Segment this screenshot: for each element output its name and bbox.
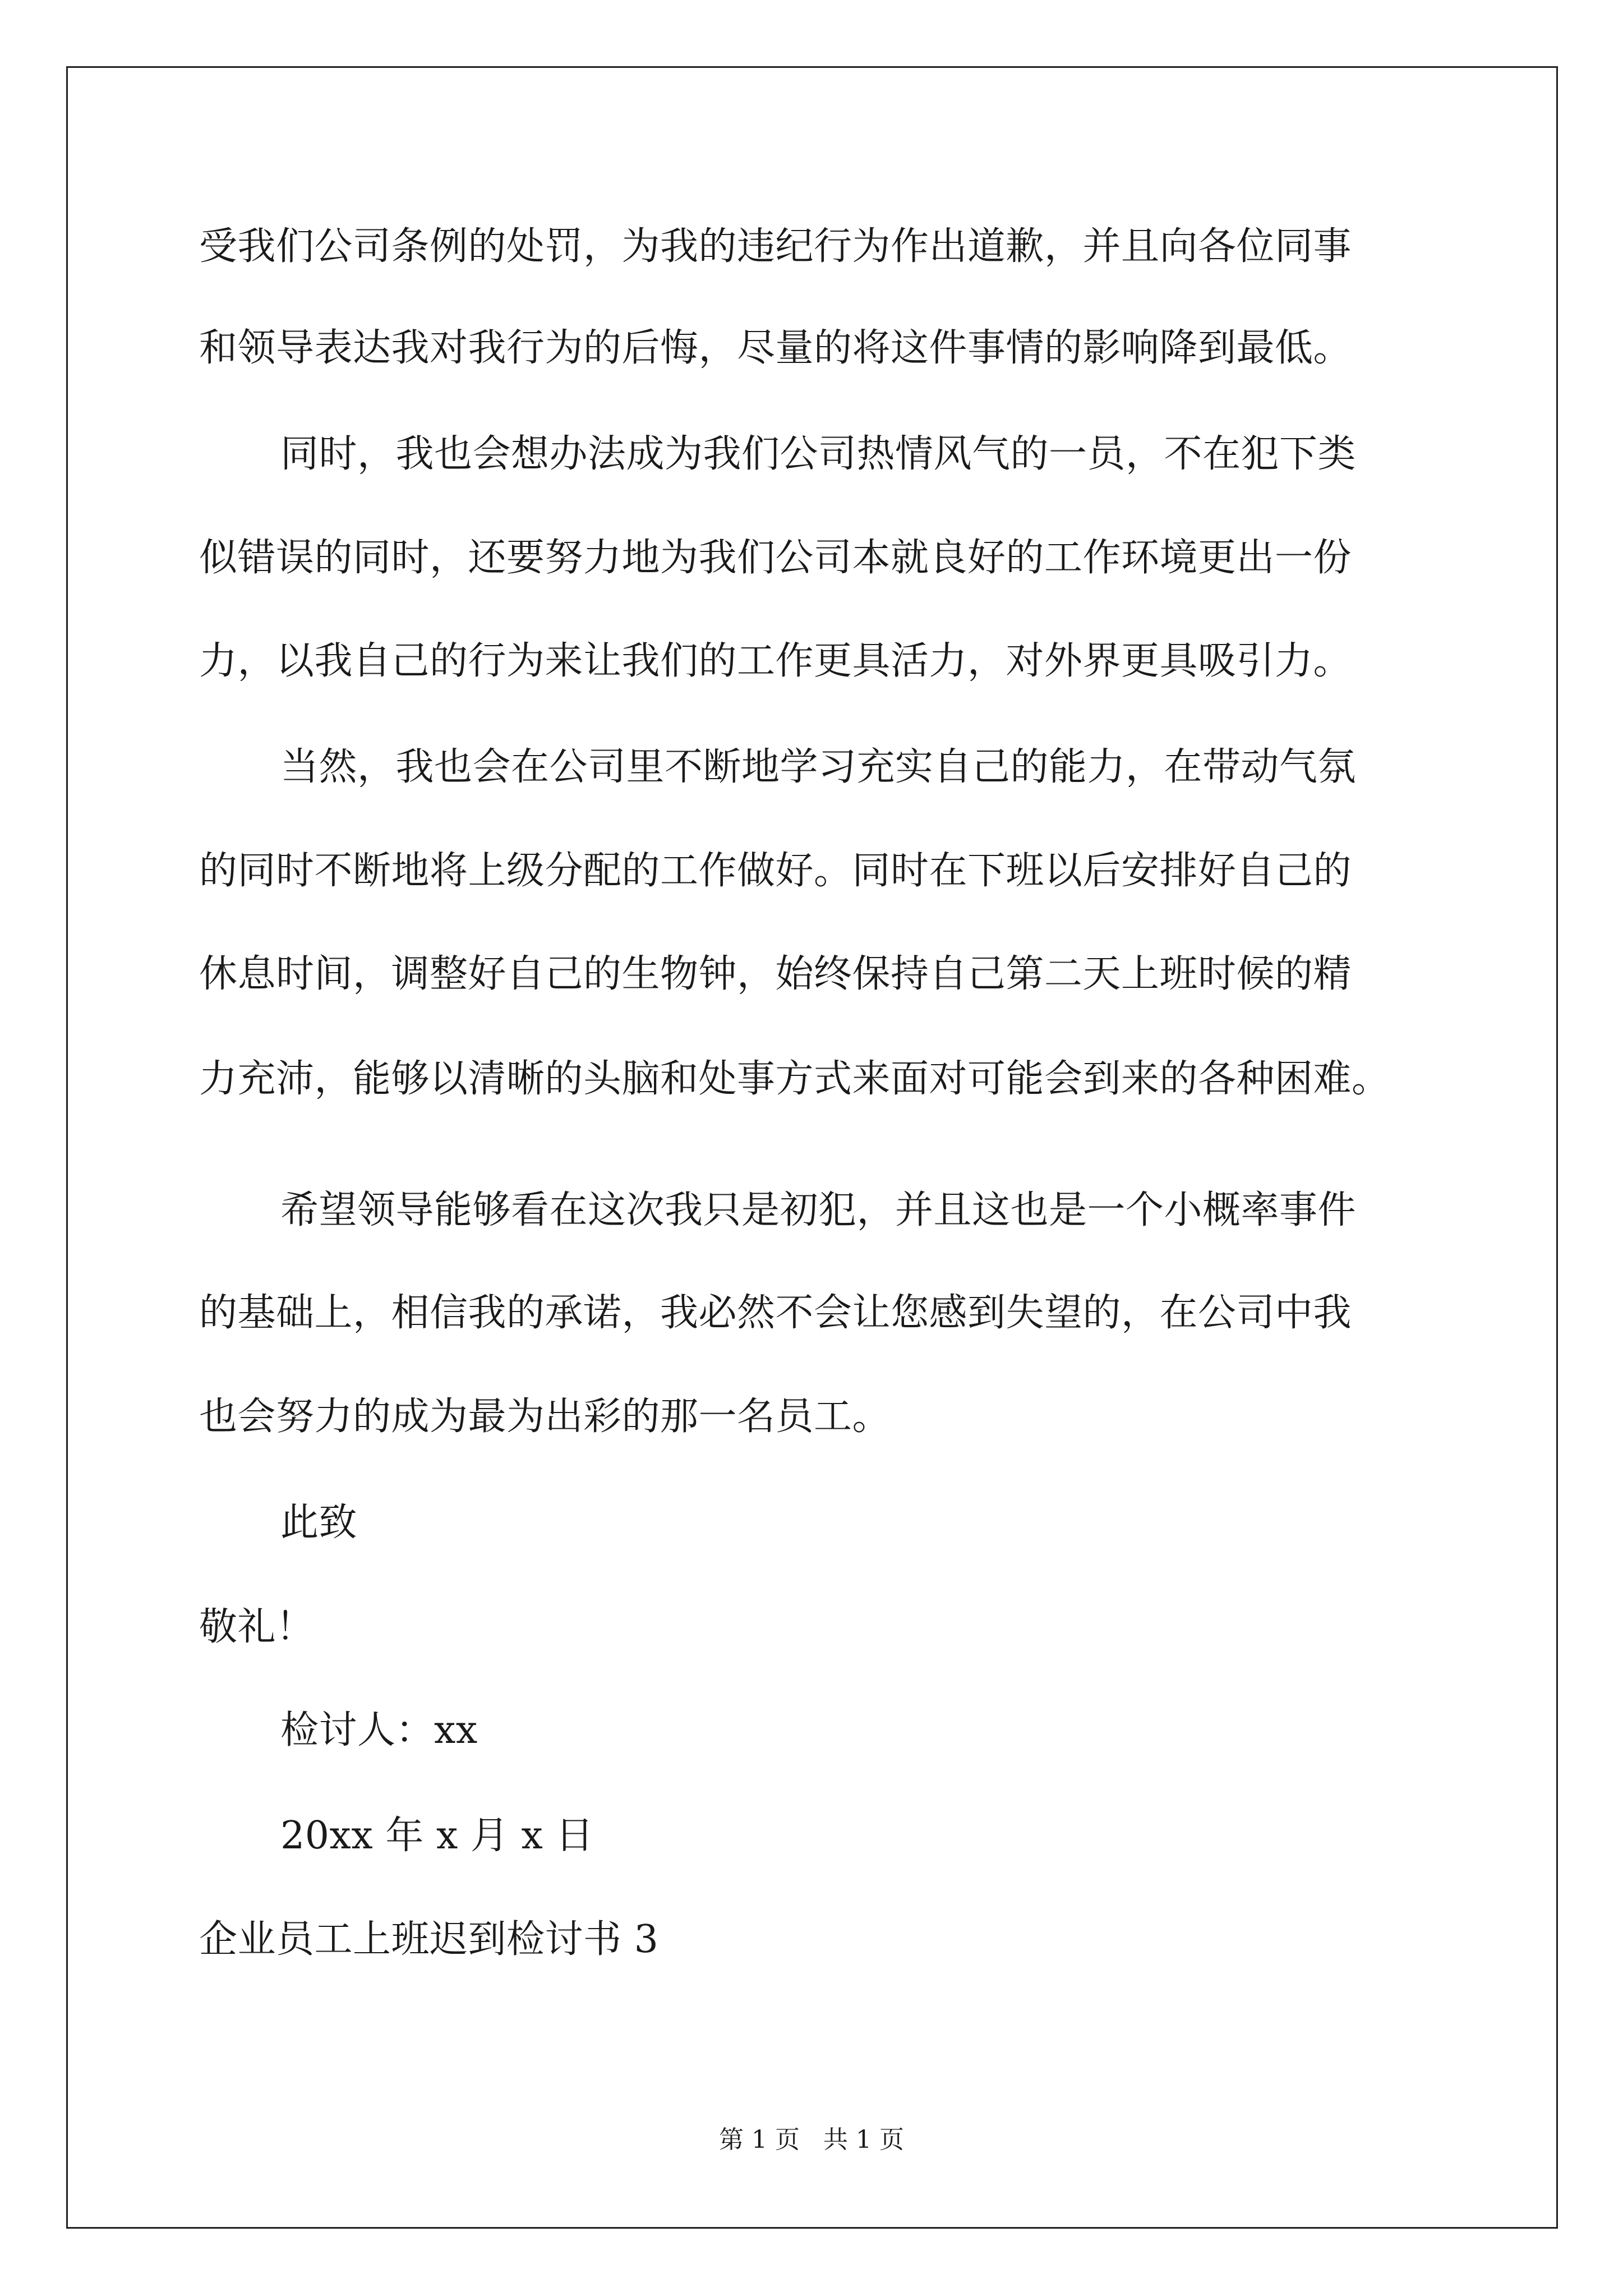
signature-author: 检讨人：xx [280, 1708, 478, 1752]
paragraph-line: 当然，我也会在公司里不断地学习充实自己的能力，在带动气氛 [280, 745, 1357, 789]
paragraph-line: 同时，我也会想办法成为我们公司热情风气的一员，不在犯下类 [280, 432, 1357, 476]
paragraph-line: 和领导表达我对我行为的后悔，尽量的将这件事情的影响降到最低。 [199, 326, 1352, 370]
paragraph-line: 休息时间，调整好自己的生物钟，始终保持自己第二天上班时候的精 [199, 952, 1352, 996]
section-heading: 企业员工上班迟到检讨书 3 [199, 1917, 659, 1962]
page-number-footer: 第 1 页 共 1 页 [719, 2125, 904, 2154]
paragraph-line: 受我们公司条例的处罚，为我的违纪行为作出道歉，并且向各位同事 [199, 224, 1352, 269]
page-border [66, 66, 1558, 2229]
paragraph-line: 希望领导能够看在这次我只是初犯，并且这也是一个小概率事件 [280, 1188, 1357, 1232]
closing-salutation: 此致 [280, 1501, 358, 1545]
paragraph-line: 的同时不断地将上级分配的工作做好。同时在下班以后安排好自己的 [199, 849, 1352, 893]
paragraph-line: 力充沛，能够以清晰的头脑和处事方式来面对可能会到来的各种困难。 [199, 1057, 1390, 1101]
signature-date: 20xx 年 x 月 x 日 [280, 1814, 594, 1858]
paragraph-line: 也会努力的成为最为出彩的那一名员工。 [199, 1395, 891, 1439]
paragraph-line: 似错误的同时，还要努力地为我们公司本就良好的工作环境更出一份 [199, 536, 1352, 580]
closing-regards: 敬礼！ [199, 1605, 315, 1649]
paragraph-line: 力，以我自己的行为来让我们的工作更具活力，对外界更具吸引力。 [199, 639, 1352, 683]
paragraph-line: 的基础上，相信我的承诺，我必然不会让您感到失望的，在公司中我 [199, 1291, 1352, 1335]
